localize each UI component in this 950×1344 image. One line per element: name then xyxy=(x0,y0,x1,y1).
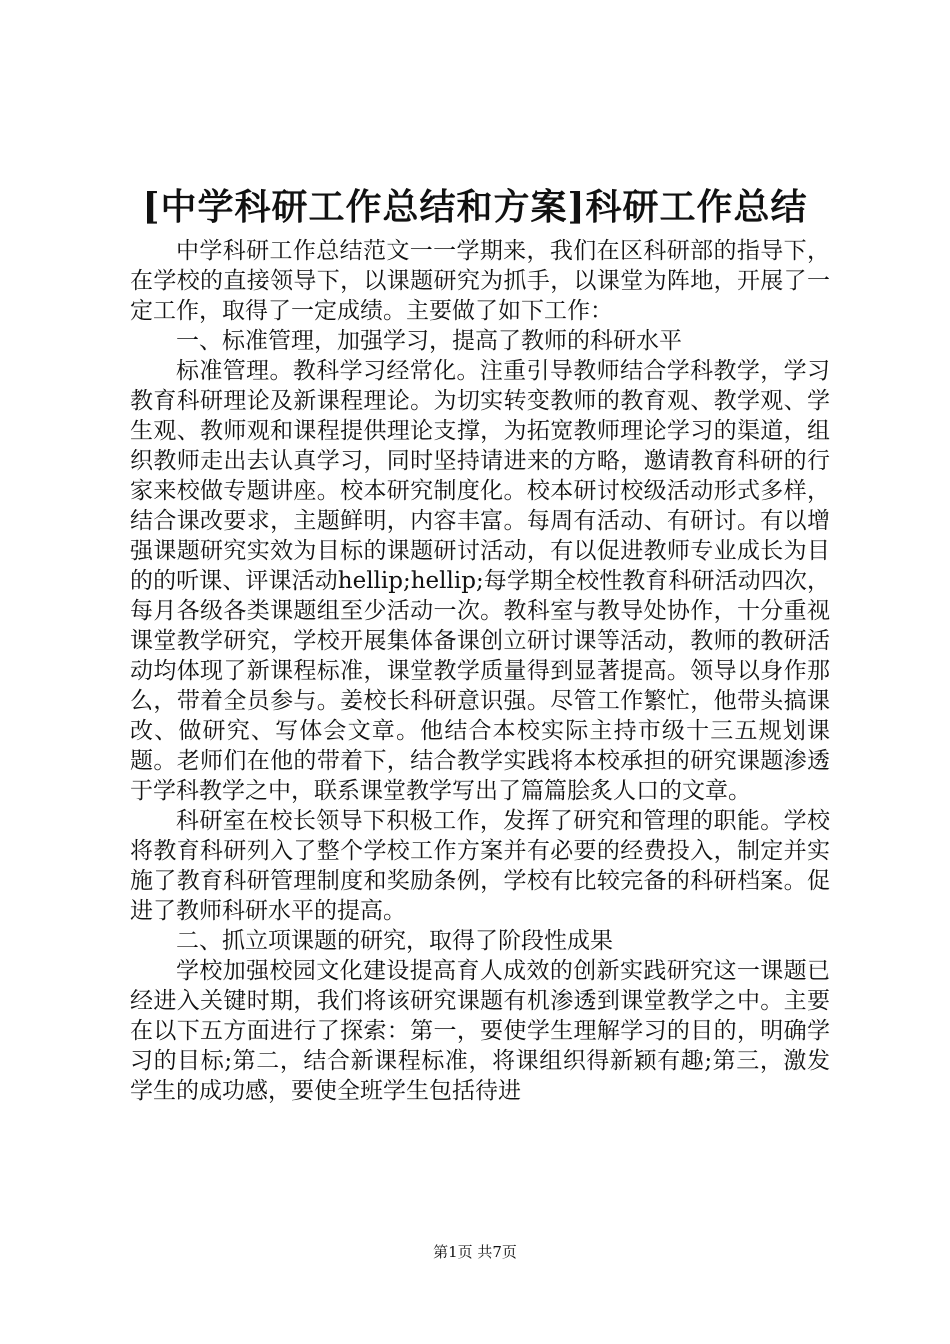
paragraph-research-office: 科研室在校长领导下积极工作，发挥了研究和管理的职能。学校将教育科研列入了整个学校工作方案并有必要的经费投入，制定并实施了教育科研管理制度和奖励条例，学校有比较完备的科研档案。促进了教师科研水平的提高。 xyxy=(130,808,830,924)
section-heading-2: 二、抓立项课题的研究，取得了阶段性成果 xyxy=(176,928,613,954)
paragraph-project-research: 学校加强校园文化建设提高育人成效的创新实践研究这一课题已经进入关键时期，我们将该研究课题有机渗透到课堂教学之中。主要在以下五方面进行了探索：第一，要使学生理解学习的目的，明确学习的目标;第二，结合新课程标准，将课组织得新颖有趣;第三，激发学生的成功感，要使全班学生包括待进 xyxy=(130,958,830,1104)
paragraph-intro: 中学科研工作总结范文一一学期来，我们在区科研部的指导下，在学校的直接领导下，以课题研究为抓手，以课堂为阵地，开展了一定工作，取得了一定成绩。主要做了如下工作： xyxy=(130,238,830,324)
section-heading-1: 一、标准管理，加强学习，提高了教师的科研水平 xyxy=(176,328,682,354)
document-title: [中学科研工作总结和方案]科研工作总结 xyxy=(142,186,808,228)
paragraph-standard-management: 标准管理。教科学习经常化。注重引导教师结合学科教学，学习教育科研理论及新课程理论。为切实转变教师的教育观、教学观、学生观、教师观和课程提供理论支撑，为拓宽教师理论学习的渠道，组织教师走出去认真学习，同时坚持请进来的方略，邀请教育科研的行家来校做专题讲座。校本研究制度化。校本研讨校级活动形式多样，结合课改要求，主题鲜明，内容丰富。每周有活动、有研讨。有以增强课题研究实效为目标的课题研讨活动，有以促进教师专业成长为目的的听课、评课活动hellip;hellip;每学期全校性教育科研活动四次，每月各级各类课题组至少活动一次。教科室与教导处协作，十分重视课堂教学研究，学校开展集体备课创立研讨课等活动，教师的教研活动均体现了新课程标准，课堂教学质量得到显著提高。领导以身作那么，带着全员参与。姜校长科研意识强。尽管工作繁忙，他带头搞课改、做研究、写体会文章。他结合本校实际主持市级十三五规划课题。老师们在他的带着下，结合教学实践将本校承担的研究课题渗透于学科教学之中，联系课堂教学写出了篇篇脍炙人口的文章。 xyxy=(130,358,830,804)
document-body xyxy=(130,236,830,1106)
page-footer: 第1页 共7页 xyxy=(433,1243,517,1261)
